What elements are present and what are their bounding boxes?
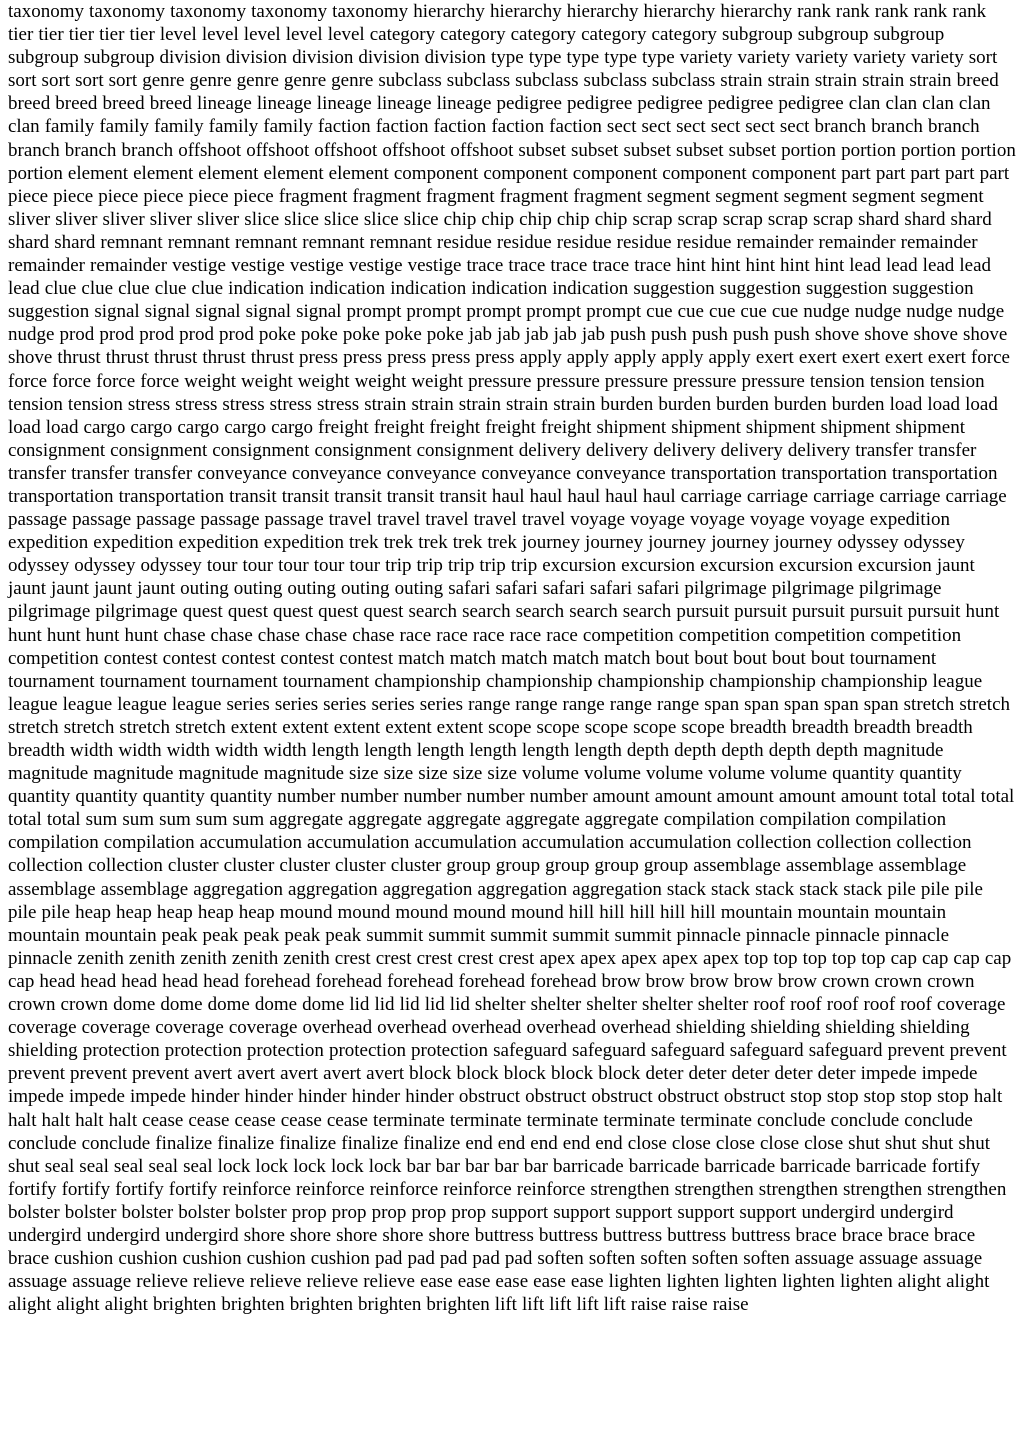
body-text: taxonomy taxonomy taxonomy taxonomy taxonomy hierarchy hierarchy hierarchy hierarchy hierarchy rank rank rank rank rank tier tier tier tier tier level level level level level category category category category category subgroup subgroup subgroup subgroup subgroup division division division division division type type type type type variety variety variety variety variety sort sort sort sort sort genre genre genre genre genre subclass subclass subclass subclass subclass strain strain strain strain strain breed breed breed breed breed lineage lineage lineage lineage lineage pedigree pedigree pedigree pedigree pedigree clan clan clan clan clan family family family family family faction faction faction faction faction sect sect sect sect sect sect branch branch branch branch branch branch offshoot offshoot offshoot offshoot offshoot subset subset subset subset subset portion portion portion portion portion element element element element element component component component component component part part part part part piece piece piece piece piece piece fragment fragment fragment fragment fragment segment segment segment segment segment sliver sliver sliver sliver sliver slice slice slice slice slice chip chip chip chip chip scrap scrap scrap scrap scrap shard shard shard shard shard remnant remnant remnant remnant remnant residue residue residue residue residue remainder remainder remainder remainder remainder vestige vestige vestige vestige vestige trace trace trace trace trace hint hint hint hint hint lead lead lead lead lead clue clue clue clue clue indication indication indication indication indication suggestion suggestion suggestion suggestion suggestion signal signal signal signal signal prompt prompt prompt prompt prompt cue cue cue cue cue nudge nudge nudge nudge nudge prod prod prod prod prod poke poke poke poke poke jab jab jab jab jab push push push push push shove shove shove shove shove thrust thrust thrust thrust thrust press press press press press apply apply apply apply apply exert exert exert exert exert force force force force force weight weight weight weight weight pressure pressure pressure pressure pressure tension tension tension tension tension stress stress stress stress stress strain strain strain strain strain burden burden burden burden burden load load load load load cargo cargo cargo cargo cargo freight freight freight freight freight shipment shipment shipment shipment shipment consignment consignment consignment consignment consignment delivery delivery delivery delivery delivery transfer transfer transfer transfer transfer conveyance conveyance conveyance conveyance conveyance transportation transportation transportation transportation transportation transit transit transit transit transit haul haul haul haul haul carriage carriage carriage carriage carriage passage passage passage passage passage travel travel travel travel travel voyage voyage voyage voyage voyage expedition expedition expedition expedition expedition trek trek trek trek trek journey journey journey journey journey odyssey odyssey odyssey odyssey odyssey tour tour tour tour tour trip trip trip trip trip excursion excursion excursion excursion excursion jaunt jaunt jaunt jaunt jaunt outing outing outing outing outing safari safari safari safari safari pilgrimage pilgrimage pilgrimage pilgrimage pilgrimage quest quest quest quest quest search search search search search pursuit pursuit pursuit pursuit pursuit hunt hunt hunt hunt hunt chase chase chase chase chase race race race race race competition competition competition competition competition contest contest contest contest contest match match match match match bout bout bout bout bout tournament tournament tournament tournament tournament championship championship championship championship championship league league league league league series series series series series range range range range range span span span span span stretch stretch stretch stretch stretch stretch extent extent extent extent extent scope scope scope scope scope breadth breadth breadth breadth breadth width width width width width length length length length length length depth depth depth depth depth magnitude magnitude magnitude magnitude magnitude size size size size size volume volume volume volume volume quantity quantity quantity quantity quantity quantity number number number number number amount amount amount amount amount total total total total total sum sum sum sum sum aggregate aggregate aggregate aggregate aggregate compilation compilation compilation compilation compilation accumulation accumulation accumulation accumulation accumulation collection collection collection collection collection cluster cluster cluster cluster cluster group group group group group assemblage assemblage assemblage assemblage assemblage aggregation aggregation aggregation aggregation aggregation stack stack stack stack stack pile pile pile pile pile heap heap heap heap heap mound mound mound mound mound hill hill hill hill hill mountain mountain mountain mountain mountain peak peak peak peak peak summit summit summit summit summit pinnacle pinnacle pinnacle pinnacle pinnacle zenith zenith zenith zenith zenith crest crest crest crest crest apex apex apex apex apex top top top top top cap cap cap cap cap head head head head head forehead forehead forehead forehead forehead brow brow brow brow brow crown crown crown crown crown dome dome dome dome dome lid lid lid lid lid shelter shelter shelter shelter shelter roof roof roof roof roof coverage coverage coverage coverage coverage overhead overhead overhead overhead overhead shielding shielding shielding shielding shielding protection protection protection protection protection safeguard safeguard safeguard safeguard safeguard prevent prevent prevent prevent prevent avert avert avert avert avert block block block block block deter deter deter deter deter impede impede impede impede impede hinder hinder hinder hinder hinder obstruct obstruct obstruct obstruct obstruct stop stop stop stop stop halt halt halt halt halt cease cease cease cease cease terminate terminate terminate terminate terminate conclude conclude conclude conclude conclude finalize finalize finalize finalize finalize end end end end end close close close close close shut shut shut shut shut seal seal seal seal seal lock lock lock lock lock bar bar bar bar bar barricade barricade barricade barricade barricade fortify fortify fortify fortify fortify reinforce reinforce reinforce reinforce reinforce strengthen strengthen strengthen strengthen strengthen bolster bolster bolster bolster bolster prop prop prop prop prop support support support support support undergird undergird undergird undergird undergird shore shore shore shore shore buttress buttress buttress buttress buttress brace brace brace brace brace cushion cushion cushion cushion cushion pad pad pad pad pad soften soften soften soften soften assuage assuage assuage assuage assuage relieve relieve relieve relieve relieve ease ease ease ease ease lighten lighten lighten lighten lighten alight alight alight alight alight brighten brighten brighten brighten brighten lift lift lift lift lift raise raise raise: [8, 1, 1021, 1316]
